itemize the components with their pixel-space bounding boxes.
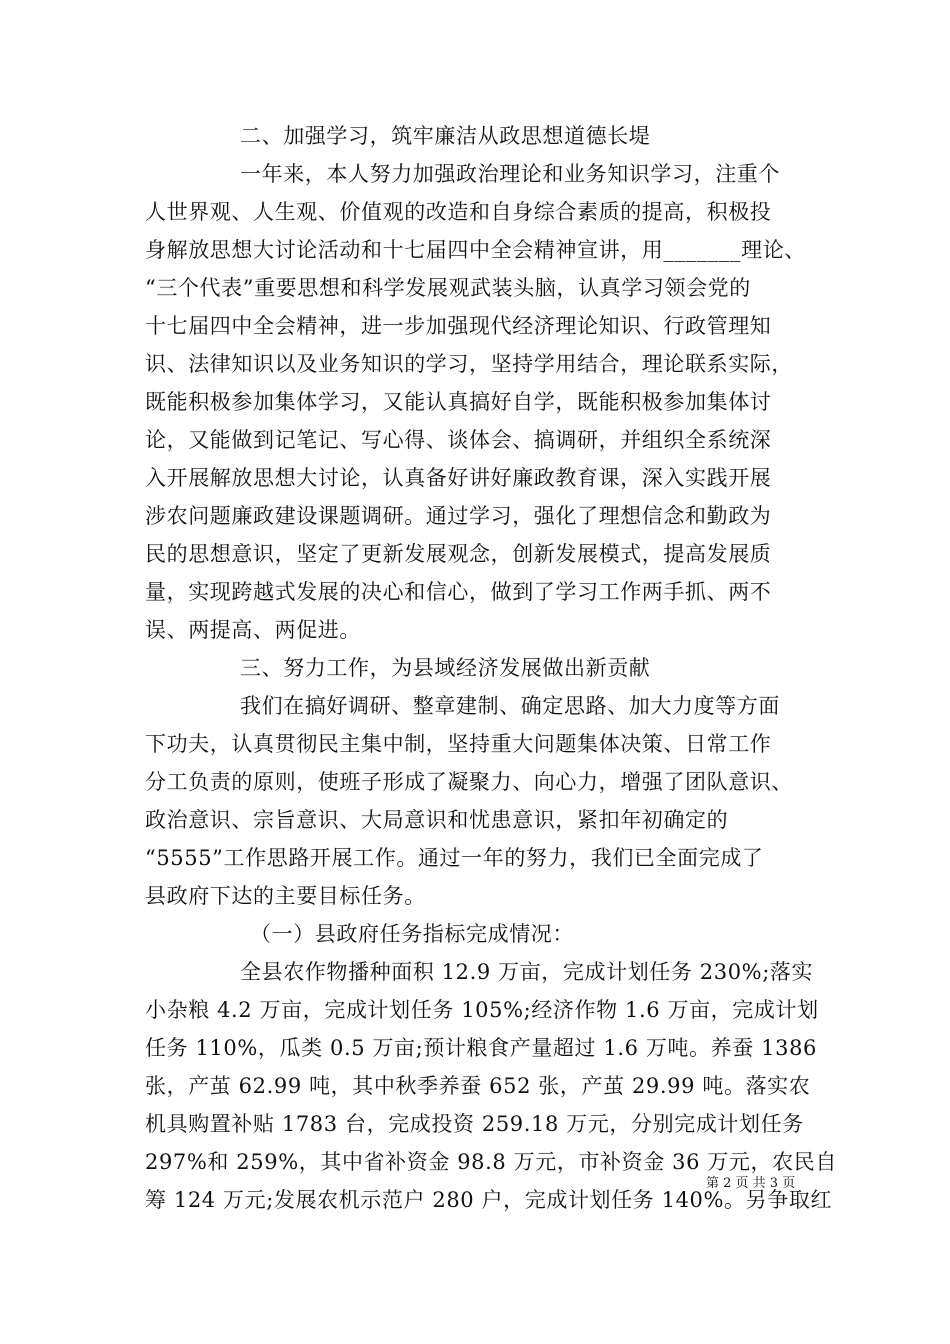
- paragraph-line: 一年来，本人努力加强政治理论和业务知识学习，注重个: [240, 162, 780, 186]
- subsection-heading: （一）县政府任务指标完成情况：: [250, 922, 574, 946]
- paragraph-line: 筹 124 万元;发展农机示范户 280 户，完成计划任务 140%。另争取红: [145, 1188, 833, 1212]
- paragraph-line: 任务 110%，瓜类 0.5 万亩;预计粮食产量超过 1.6 万吨。养蚕 1386: [145, 1036, 817, 1060]
- paragraph-line: 我们在搞好调研、整章建制、确定思路、加大力度等方面: [240, 694, 780, 718]
- paragraph-line: 识、法律知识以及业务知识的学习，坚持学用结合，理论联系实际，: [145, 352, 793, 376]
- paragraph-line: 政治意识、宗旨意识、大局意识和忧患意识，紧扣年初确定的: [145, 808, 729, 832]
- paragraph-line: 入开展解放思想大讨论，认真备好讲好廉政教育课，深入实践开展: [145, 466, 772, 490]
- paragraph-line: 民的思想意识，坚定了更新发展观念，创新发展模式，提高发展质: [145, 542, 772, 566]
- paragraph-line: 人世界观、人生观、价值观的改造和自身综合素质的提高，积极投: [145, 200, 772, 224]
- paragraph-line: 误、两提高、两促进。: [145, 618, 361, 642]
- paragraph-line: 机具购置补贴 1783 台，完成投资 259.18 万元，分别完成计划任务: [145, 1112, 804, 1136]
- paragraph-line: “三个代表”重要思想和科学发展观武装头脑，认真学习领会党的: [145, 276, 751, 300]
- paragraph-line: “5555”工作思路开展工作。通过一年的努力，我们已全面完成了: [145, 846, 764, 870]
- section-heading-study: 二、加强学习，筑牢廉洁从政思想道德长堤: [240, 124, 651, 148]
- paragraph-line: 既能积极参加集体学习，又能认真搞好自学，既能积极参加集体讨: [145, 390, 772, 414]
- paragraph-line: 身解放思想大讨论活动和十七届四中全会精神宣讲，用_______理论、: [145, 238, 806, 262]
- paragraph-line: 下功夫，认真贯彻民主集中制，坚持重大问题集体决策、日常工作: [145, 732, 772, 756]
- paragraph-line: 论，又能做到记笔记、写心得、谈体会、搞调研，并组织全系统深: [145, 428, 772, 452]
- paragraph-line: 十七届四中全会精神，进一步加强现代经济理论知识、行政管理知: [145, 314, 772, 338]
- section-heading-work: 三、努力工作，为县域经济发展做出新贡献: [240, 656, 651, 680]
- paragraph-line: 张，产茧 62.99 吨，其中秋季养蚕 652 张，产茧 29.99 吨。落实农: [145, 1074, 811, 1098]
- paragraph-line: 分工负责的原则，使班子形成了凝聚力、向心力，增强了团队意识、: [145, 770, 793, 794]
- paragraph-line: 小杂粮 4.2 万亩，完成计划任务 105%;经济作物 1.6 万亩，完成计划: [145, 998, 819, 1022]
- paragraph-line: 县政府下达的主要目标任务。: [145, 884, 426, 908]
- paragraph-line: 涉农问题廉政建设课题调研。通过学习，强化了理想信念和勤政为: [145, 504, 772, 528]
- paragraph-line: 297%和 259%，其中省补资金 98.8 万元，市补资金 36 万元，农民自: [145, 1150, 837, 1174]
- paragraph-line: 量，实现跨越式发展的决心和信心，做到了学习工作两手抓、两不: [145, 580, 772, 604]
- paragraph-line: 全县农作物播种面积 12.9 万亩，完成计划任务 230%;落实: [240, 960, 814, 984]
- page-number: 第 2 页 共 3 页: [706, 1176, 796, 1191]
